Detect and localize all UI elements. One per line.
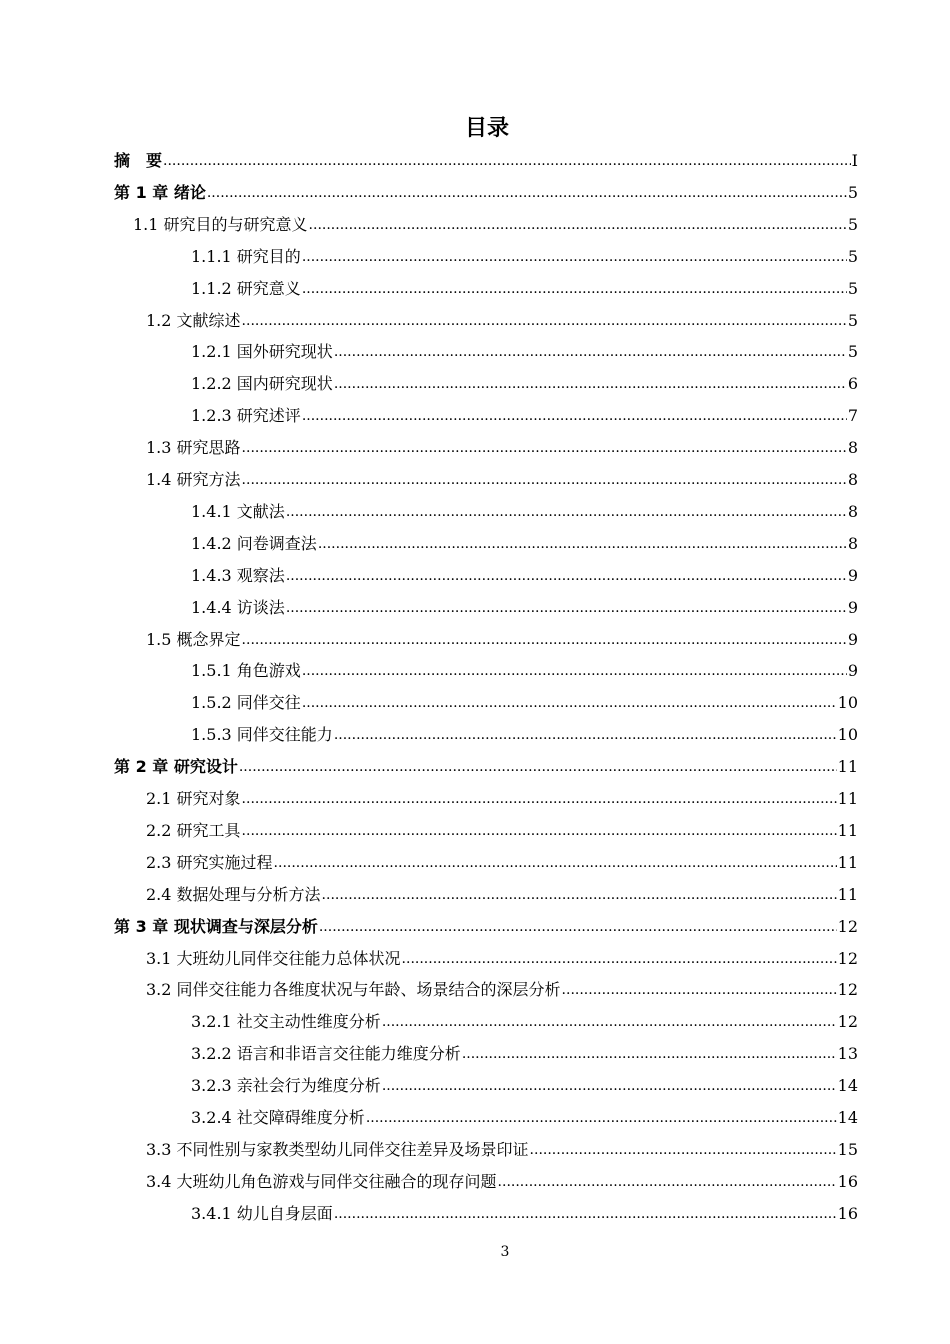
toc-entry-page: 8 xyxy=(847,501,858,521)
toc-leader-dots xyxy=(334,1198,837,1230)
toc-entry-label: 第 2 章 研究设计 xyxy=(114,757,238,777)
toc-entry-label: 2.2 研究工具 xyxy=(146,820,241,840)
toc-leader-dots xyxy=(366,1102,837,1134)
toc-leader-dots xyxy=(242,464,847,496)
toc-entry-label: 2.1 研究对象 xyxy=(146,789,241,808)
toc-leader-dots xyxy=(562,974,837,1006)
toc-entry[interactable] xyxy=(191,368,858,400)
toc-entry-page: 5 xyxy=(847,214,858,234)
toc-entry[interactable] xyxy=(191,560,858,592)
toc-leader-dots xyxy=(382,1006,837,1038)
toc-entry-label: 1.5.1 角色游戏 xyxy=(191,661,301,681)
toc-entry[interactable] xyxy=(146,943,858,975)
toc-entry[interactable] xyxy=(191,1070,858,1102)
toc-leader-dots xyxy=(242,432,847,464)
toc-entry-label: 3.3 不同性别与家教类型幼儿同伴交往差异及场景印证 xyxy=(146,1139,529,1159)
toc-entry[interactable] xyxy=(114,177,858,209)
toc-leader-dots xyxy=(286,592,847,624)
toc-entry-label: 2.4 数据处理与分析方法 xyxy=(146,884,321,904)
toc-entry-label: 1.2.2 国内研究现状 xyxy=(191,374,333,394)
toc-entry-page: 11 xyxy=(837,789,858,808)
toc-entry[interactable] xyxy=(146,815,858,847)
toc-leader-dots xyxy=(302,241,847,273)
toc-entry[interactable] xyxy=(191,528,858,560)
toc-entry-page: 8 xyxy=(847,470,858,489)
toc-entry-page: 12 xyxy=(837,916,858,936)
toc-entry-page: 14 xyxy=(837,1076,858,1096)
toc-entry-page: 13 xyxy=(837,1044,858,1064)
toc-entry-page: 5 xyxy=(847,278,858,298)
page-number: 3 xyxy=(500,1244,510,1260)
toc-leader-dots xyxy=(530,1134,837,1166)
toc-entry-label: 第 1 章 绪论 xyxy=(114,182,206,202)
toc-entry-label: 2.3 研究实施过程 xyxy=(146,852,273,872)
toc-entry-page: 10 xyxy=(837,725,858,745)
toc-entry-page: 5 xyxy=(847,342,858,362)
toc-leader-dots xyxy=(302,400,847,432)
toc-entry-label: 3.2.4 社交障碍维度分析 xyxy=(191,1108,365,1127)
toc-entry-label: 摘 要 xyxy=(114,151,163,170)
toc-entry-label: 3.2.3 亲社会行为维度分析 xyxy=(191,1076,381,1096)
toc-entry-page: 8 xyxy=(847,533,858,553)
toc-leader-dots xyxy=(242,815,837,847)
toc-leader-dots xyxy=(498,1166,837,1198)
toc-entry[interactable] xyxy=(191,241,858,273)
toc-entry-label: 1.1 研究目的与研究意义 xyxy=(133,214,308,234)
toc-entry-page: 6 xyxy=(847,374,858,394)
toc-entry-page: 15 xyxy=(837,1139,858,1159)
toc-entry[interactable] xyxy=(191,496,858,528)
toc-entry-page: 12 xyxy=(837,980,858,1000)
toc-entry[interactable] xyxy=(191,687,858,719)
toc-leader-dots xyxy=(319,911,837,943)
toc-leader-dots xyxy=(286,496,847,528)
toc-leader-dots xyxy=(334,368,847,400)
toc-entry-label: 3.4.1 幼儿自身层面 xyxy=(191,1203,333,1223)
toc-entry-page: 5 xyxy=(847,182,858,202)
toc-entry[interactable] xyxy=(191,1038,858,1070)
toc-entry[interactable] xyxy=(146,974,858,1006)
toc-leader-dots xyxy=(302,655,847,687)
toc-entry[interactable] xyxy=(146,783,858,815)
toc-entry-page: 11 xyxy=(837,852,858,872)
toc-entry-page: 10 xyxy=(837,693,858,713)
toc-entry-label: 1.2.1 国外研究现状 xyxy=(191,342,333,362)
toc-entry-page: 12 xyxy=(837,1012,858,1032)
toc-entry-label: 3.2 同伴交往能力各维度状况与年龄、场景结合的深层分析 xyxy=(146,980,561,1000)
toc-entry-label: 1.1.2 研究意义 xyxy=(191,278,301,298)
toc-leader-dots xyxy=(382,1070,837,1102)
toc-leader-dots xyxy=(334,719,837,751)
toc-entry[interactable] xyxy=(191,719,858,751)
toc-title: 目录 xyxy=(464,116,509,141)
toc-entry-label: 1.2 文献综述 xyxy=(146,310,241,330)
toc-entry-page: 11 xyxy=(837,884,858,904)
toc-entry[interactable] xyxy=(191,336,858,368)
toc-entry[interactable] xyxy=(146,305,858,337)
toc-entry[interactable] xyxy=(114,911,858,943)
toc-entry[interactable] xyxy=(146,432,858,464)
toc-entry-label: 1.5.3 同伴交往能力 xyxy=(191,725,333,745)
toc-entry-page: 9 xyxy=(847,661,858,681)
toc-leader-dots xyxy=(242,305,847,337)
toc-leader-dots xyxy=(402,943,837,975)
toc-leader-dots xyxy=(239,751,837,783)
toc-entry-label: 1.3 研究思路 xyxy=(146,438,241,458)
toc-entry-page: 8 xyxy=(847,438,858,458)
toc-entry-label: 3.2.2 语言和非语言交往能力维度分析 xyxy=(191,1044,461,1064)
toc-entry[interactable] xyxy=(114,751,858,783)
toc-entry-label: 1.4.3 观察法 xyxy=(191,565,285,585)
toc-entry-page: 16 xyxy=(837,1203,858,1223)
toc-entry-label: 1.1.1 研究目的 xyxy=(191,246,301,266)
toc-entry-label: 1.5 概念界定 xyxy=(146,629,241,649)
toc-entry-label: 1.4.1 文献法 xyxy=(191,501,285,521)
toc-entry[interactable] xyxy=(191,1102,858,1134)
toc-entry-page: 7 xyxy=(847,406,858,426)
toc-leader-dots xyxy=(302,687,837,719)
toc-entry-label: 第 3 章 现状调查与深层分析 xyxy=(114,916,318,936)
toc-entry[interactable] xyxy=(191,1198,858,1230)
toc-entry-page: 5 xyxy=(847,310,858,330)
toc-entry[interactable] xyxy=(191,400,858,432)
toc-entry[interactable] xyxy=(114,145,858,177)
toc-entry-label: 3.2.1 社交主动性维度分析 xyxy=(191,1012,381,1032)
toc-leader-dots xyxy=(462,1038,837,1070)
toc-leader-dots xyxy=(334,336,847,368)
toc-leader-dots xyxy=(309,209,847,241)
toc-entry-page: 5 xyxy=(847,246,858,266)
toc-entry[interactable] xyxy=(191,1006,858,1038)
toc-entry[interactable] xyxy=(191,655,858,687)
toc-leader-dots xyxy=(242,624,847,656)
toc-entry[interactable] xyxy=(191,592,858,624)
toc-entry-page: I xyxy=(851,151,858,170)
toc-leader-dots xyxy=(274,847,837,879)
toc-leader-dots xyxy=(163,145,851,177)
toc-entry-page: 9 xyxy=(847,629,858,649)
toc-entry-page: 12 xyxy=(837,948,858,968)
toc-entry[interactable] xyxy=(146,624,858,656)
toc-leader-dots xyxy=(286,560,847,592)
toc-entry[interactable] xyxy=(146,1134,858,1166)
toc-entry-page: 11 xyxy=(837,757,858,777)
toc-entry-label: 3.4 大班幼儿角色游戏与同伴交往融合的现存问题 xyxy=(146,1171,497,1191)
toc-entry[interactable] xyxy=(146,847,858,879)
toc-leader-dots xyxy=(302,273,847,305)
toc-entry-page: 16 xyxy=(837,1171,858,1191)
toc-leader-dots xyxy=(242,783,837,815)
toc-entry-label: 1.4 研究方法 xyxy=(146,470,241,489)
toc-entry-page: 14 xyxy=(837,1108,858,1127)
toc-entry-page: 9 xyxy=(847,565,858,585)
toc-entry[interactable] xyxy=(133,209,858,241)
toc-entry-label: 1.4.2 问卷调查法 xyxy=(191,533,317,553)
toc-entry[interactable] xyxy=(191,273,858,305)
toc-leader-dots xyxy=(322,879,837,911)
toc-entry-page: 11 xyxy=(837,820,858,840)
toc-entry-page: 9 xyxy=(847,597,858,617)
toc-leader-dots xyxy=(207,177,847,209)
toc-entry[interactable] xyxy=(146,879,858,911)
toc-entry[interactable] xyxy=(146,1166,858,1198)
toc-leader-dots xyxy=(318,528,847,560)
toc-entry-label: 1.2.3 研究述评 xyxy=(191,406,301,426)
toc-entry-label: 1.4.4 访谈法 xyxy=(191,597,285,617)
toc-entry-label: 1.5.2 同伴交往 xyxy=(191,693,301,713)
toc-entry[interactable] xyxy=(146,464,858,496)
toc-entry-label: 3.1 大班幼儿同伴交往能力总体状况 xyxy=(146,948,401,968)
